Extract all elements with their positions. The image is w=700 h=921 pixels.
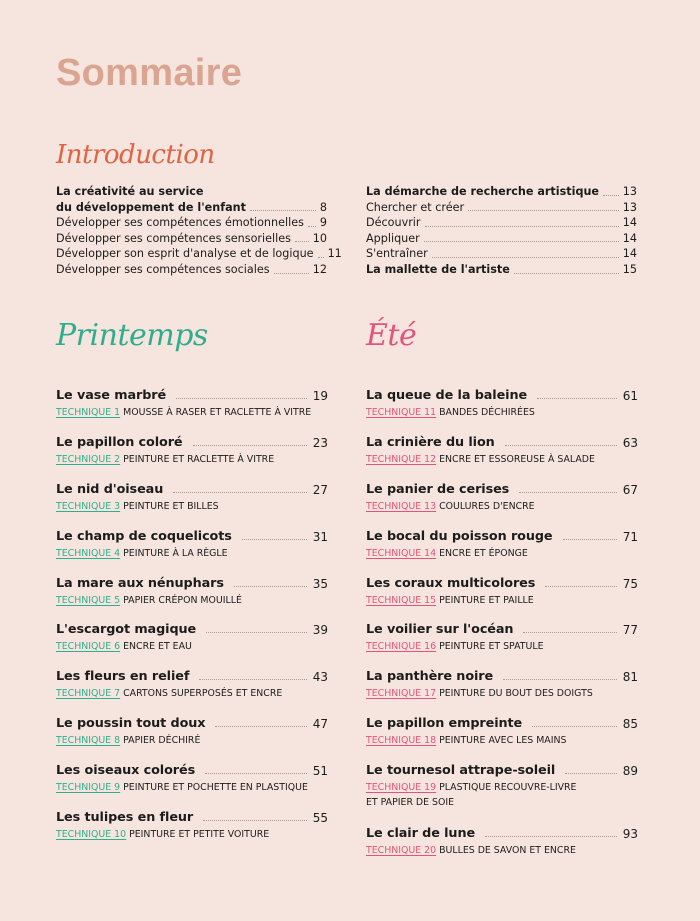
dot-leader <box>503 679 617 680</box>
toc-entry[interactable] <box>56 479 328 526</box>
entry-title: Le poussin tout doux <box>56 716 206 732</box>
entry-title: La queue de la baleine <box>366 388 528 403</box>
technique-label: TECHNIQUE 20 <box>366 844 437 856</box>
introduction-left-list <box>56 184 342 278</box>
dot-leader <box>519 492 617 493</box>
toc-entry[interactable] <box>366 385 638 432</box>
technique-desc: PEINTURE À LA RÈGLE <box>123 547 228 559</box>
page-number: 63 <box>622 435 638 450</box>
entry-title: Le nid d'oiseau <box>56 481 164 497</box>
intro-line-text: Développer ses compétences sensorielles <box>56 231 291 245</box>
dot-leader <box>485 836 617 837</box>
technique-label: TECHNIQUE 8 <box>56 735 121 747</box>
technique-desc: PEINTURE ET SPATULE <box>439 641 544 653</box>
dot-leader <box>523 632 616 633</box>
technique-desc: PEINTURE ET POCHETTE EN PLASTIQUE <box>123 782 308 794</box>
technique-desc: PEINTURE AVEC LES MAINS <box>439 735 567 747</box>
technique-label: TECHNIQUE 18 <box>366 735 437 747</box>
page-number: 77 <box>622 623 638 638</box>
page-number: 85 <box>622 717 638 732</box>
toc-entry[interactable] <box>366 526 638 573</box>
intro-line[interactable] <box>56 246 342 262</box>
entry-title: Le papillon coloré <box>56 434 183 450</box>
entry-title: Le champ de coquelicots <box>56 528 232 544</box>
technique-desc: PEINTURE ET PETITE VOITURE <box>129 829 270 841</box>
technique-label: TECHNIQUE 12 <box>366 453 437 465</box>
dot-leader <box>193 445 307 446</box>
technique-label: TECHNIQUE 14 <box>366 547 437 559</box>
technique-label: TECHNIQUE 17 <box>366 688 437 700</box>
technique-desc: BULLES DE SAVON ET ENCRE <box>439 844 576 856</box>
intro-line[interactable] <box>366 184 637 200</box>
dot-leader <box>537 398 617 399</box>
entry-title: La crinière du lion <box>366 434 495 450</box>
technique-label: TECHNIQUE 11 <box>366 407 437 418</box>
technique-label: TECHNIQUE 9 <box>56 782 121 794</box>
technique-desc: PAPIER DÉCHIRÉ <box>123 735 201 747</box>
technique-label: TECHNIQUE 2 <box>56 453 121 465</box>
toc-entry[interactable] <box>56 807 328 854</box>
entry-title: La panthère noire <box>366 669 494 685</box>
dot-leader <box>468 210 619 211</box>
dot-leader <box>203 820 307 821</box>
technique-label: TECHNIQUE 4 <box>56 547 121 559</box>
technique-desc: PEINTURE ET RACLETTE À VITRE <box>123 453 275 465</box>
intro-line[interactable] <box>56 262 327 278</box>
technique-desc: PLASTIQUE RECOUVRE-LIVRE <box>439 782 577 794</box>
printemps-heading: Printemps <box>56 318 208 353</box>
technique-desc: ENCRE ET ESSOREUSE À SALADE <box>439 453 595 465</box>
dot-leader <box>505 445 617 446</box>
technique-label: TECHNIQUE 16 <box>366 641 437 653</box>
dot-leader <box>205 773 307 774</box>
page-number: 61 <box>622 389 638 403</box>
entry-title: La mare aux nénuphars <box>56 575 224 591</box>
toc-entry[interactable] <box>56 432 328 479</box>
printemps-list <box>56 385 328 854</box>
page-number: 23 <box>312 435 328 450</box>
technique-label: TECHNIQUE 1 <box>56 407 121 418</box>
dot-leader <box>234 586 307 587</box>
page-number: 10 <box>312 231 327 245</box>
toc-entry[interactable] <box>366 619 638 666</box>
intro-line-text: du développement de l'enfant <box>56 200 246 214</box>
toc-entry[interactable] <box>56 760 328 807</box>
intro-line-text: Développer son esprit d'analyse et de logique <box>56 247 314 261</box>
toc-entry[interactable] <box>56 619 328 666</box>
dot-leader <box>176 398 307 399</box>
page-number: 43 <box>312 670 328 685</box>
technique-label: TECHNIQUE 15 <box>366 594 437 606</box>
dot-leader <box>563 539 617 540</box>
page-number: 35 <box>312 576 328 591</box>
technique-desc: PAPIER CRÉPON MOUILLÉ <box>123 594 242 606</box>
toc-entry[interactable] <box>366 479 638 526</box>
introduction-heading: Introduction <box>56 140 215 170</box>
toc-entry[interactable] <box>366 432 638 479</box>
intro-line[interactable] <box>366 262 637 278</box>
page-number: 47 <box>312 717 328 732</box>
intro-line-text: Découvrir <box>366 216 421 230</box>
intro-line[interactable] <box>366 215 637 231</box>
introduction-right-list <box>366 184 637 278</box>
dot-leader <box>199 679 306 680</box>
intro-line-text: Chercher et créer <box>366 200 465 214</box>
dot-leader <box>242 539 307 540</box>
page-number: 31 <box>312 529 328 544</box>
intro-line[interactable] <box>366 231 637 247</box>
dot-leader <box>308 226 316 227</box>
page-number: 67 <box>622 482 638 497</box>
dot-leader <box>514 273 619 274</box>
technique-desc: PEINTURE ET PAILLE <box>439 594 534 606</box>
technique-label: TECHNIQUE 10 <box>56 829 127 841</box>
intro-line-text: Développer ses compétences sociales <box>56 262 270 276</box>
page-number: 39 <box>312 623 328 638</box>
page-number: 9 <box>319 216 327 230</box>
dot-leader <box>318 257 324 258</box>
dot-leader <box>425 226 619 227</box>
page-number: 12 <box>312 262 327 276</box>
page-number: 75 <box>622 576 638 591</box>
dot-leader <box>432 257 619 258</box>
intro-line[interactable] <box>56 184 327 200</box>
entry-title: Le clair de lune <box>366 825 476 841</box>
technique-desc: ENCRE ET ÉPONGE <box>439 547 528 559</box>
toc-entry[interactable] <box>366 573 638 620</box>
dot-leader <box>250 210 316 211</box>
technique-desc: PEINTURE DU BOUT DES DOIGTS <box>439 688 593 700</box>
entry-title: Le papillon empreinte <box>366 716 523 732</box>
dot-leader <box>295 241 309 242</box>
technique-label: TECHNIQUE 13 <box>366 500 437 512</box>
entry-title: Le voilier sur l'océan <box>366 622 514 638</box>
intro-line[interactable] <box>366 200 637 216</box>
technique-desc: PEINTURE ET BILLES <box>123 500 219 512</box>
dot-leader <box>424 241 619 242</box>
ete-list <box>366 385 638 870</box>
dot-leader <box>603 195 619 196</box>
dot-leader <box>206 632 307 633</box>
toc-entry[interactable] <box>56 713 328 760</box>
page-number: 13 <box>622 200 637 214</box>
intro-line[interactable] <box>366 246 637 262</box>
intro-line[interactable] <box>56 200 327 216</box>
dot-leader <box>545 586 616 587</box>
dot-leader <box>565 773 617 774</box>
entry-title: Le vase marbré <box>56 388 167 403</box>
intro-line-text: Appliquer <box>366 231 420 245</box>
dot-leader <box>215 726 306 727</box>
entry-title: Les fleurs en relief <box>56 669 190 685</box>
toc-entry[interactable] <box>366 713 638 760</box>
toc-entry[interactable] <box>366 823 638 870</box>
page-number: 71 <box>622 529 638 544</box>
page-number: 15 <box>622 262 637 276</box>
entry-title: L'escargot magique <box>56 622 197 638</box>
page-number: 14 <box>622 247 637 261</box>
page-number: 93 <box>622 826 638 841</box>
technique-label: TECHNIQUE 6 <box>56 641 121 653</box>
toc-entry[interactable] <box>56 666 328 713</box>
technique-label: TECHNIQUE 7 <box>56 688 121 700</box>
dot-leader <box>173 492 307 493</box>
ete-heading: Été <box>366 318 417 353</box>
intro-line-text: La créativité au service <box>56 185 204 198</box>
technique-desc: ENCRE ET EAU <box>123 641 192 653</box>
intro-line-text: Développer ses compétences émotionnelles <box>56 216 304 230</box>
technique-desc: COULURES D'ENCRE <box>439 500 535 512</box>
technique-desc: MOUSSE À RASER ET RACLETTE À VITRE <box>123 407 312 418</box>
page-number: 81 <box>622 670 638 685</box>
technique-label: TECHNIQUE 5 <box>56 594 121 606</box>
intro-line[interactable] <box>56 215 327 231</box>
toc-entry[interactable] <box>56 385 328 432</box>
intro-line-text: La mallette de l'artiste <box>366 262 510 276</box>
toc-entry[interactable] <box>366 666 638 713</box>
entry-title: Le bocal du poisson rouge <box>366 528 553 544</box>
entry-title: Les tulipes en fleur <box>56 810 194 826</box>
intro-line[interactable] <box>56 231 327 247</box>
page-number: 14 <box>622 216 637 230</box>
entry-title: Le tournesol attrape-soleil <box>366 763 556 779</box>
technique-desc-continued: ET PAPIER DE SOIE <box>366 797 455 809</box>
entry-title: Les coraux multicolores <box>366 575 536 591</box>
intro-line-text: La démarche de recherche artistique <box>366 185 599 198</box>
page-number: 14 <box>622 231 637 245</box>
toc-entry[interactable] <box>56 526 328 573</box>
page-number: 11 <box>327 247 342 261</box>
technique-label: TECHNIQUE 3 <box>56 500 121 512</box>
toc-entry[interactable] <box>366 760 638 823</box>
intro-line-text: S'entraîner <box>366 247 428 261</box>
dot-leader <box>532 726 617 727</box>
entry-title: Les oiseaux colorés <box>56 763 196 779</box>
page-number: 19 <box>312 389 328 403</box>
technique-desc: BANDES DÉCHIRÉES <box>439 407 535 418</box>
page-title: Sommaire <box>56 52 243 94</box>
page-number: 89 <box>622 764 638 779</box>
toc-entry[interactable] <box>56 573 328 620</box>
technique-desc: CARTONS SUPERPOSÉS ET ENCRE <box>123 688 283 700</box>
dot-leader <box>274 273 309 274</box>
page-number: 27 <box>312 482 328 497</box>
page-number: 51 <box>312 764 328 779</box>
entry-title: Le panier de cerises <box>366 481 510 497</box>
page-number: 13 <box>622 185 637 198</box>
technique-label: TECHNIQUE 19 <box>366 782 437 794</box>
page-number: 55 <box>312 811 328 826</box>
page-number: 8 <box>319 200 327 214</box>
